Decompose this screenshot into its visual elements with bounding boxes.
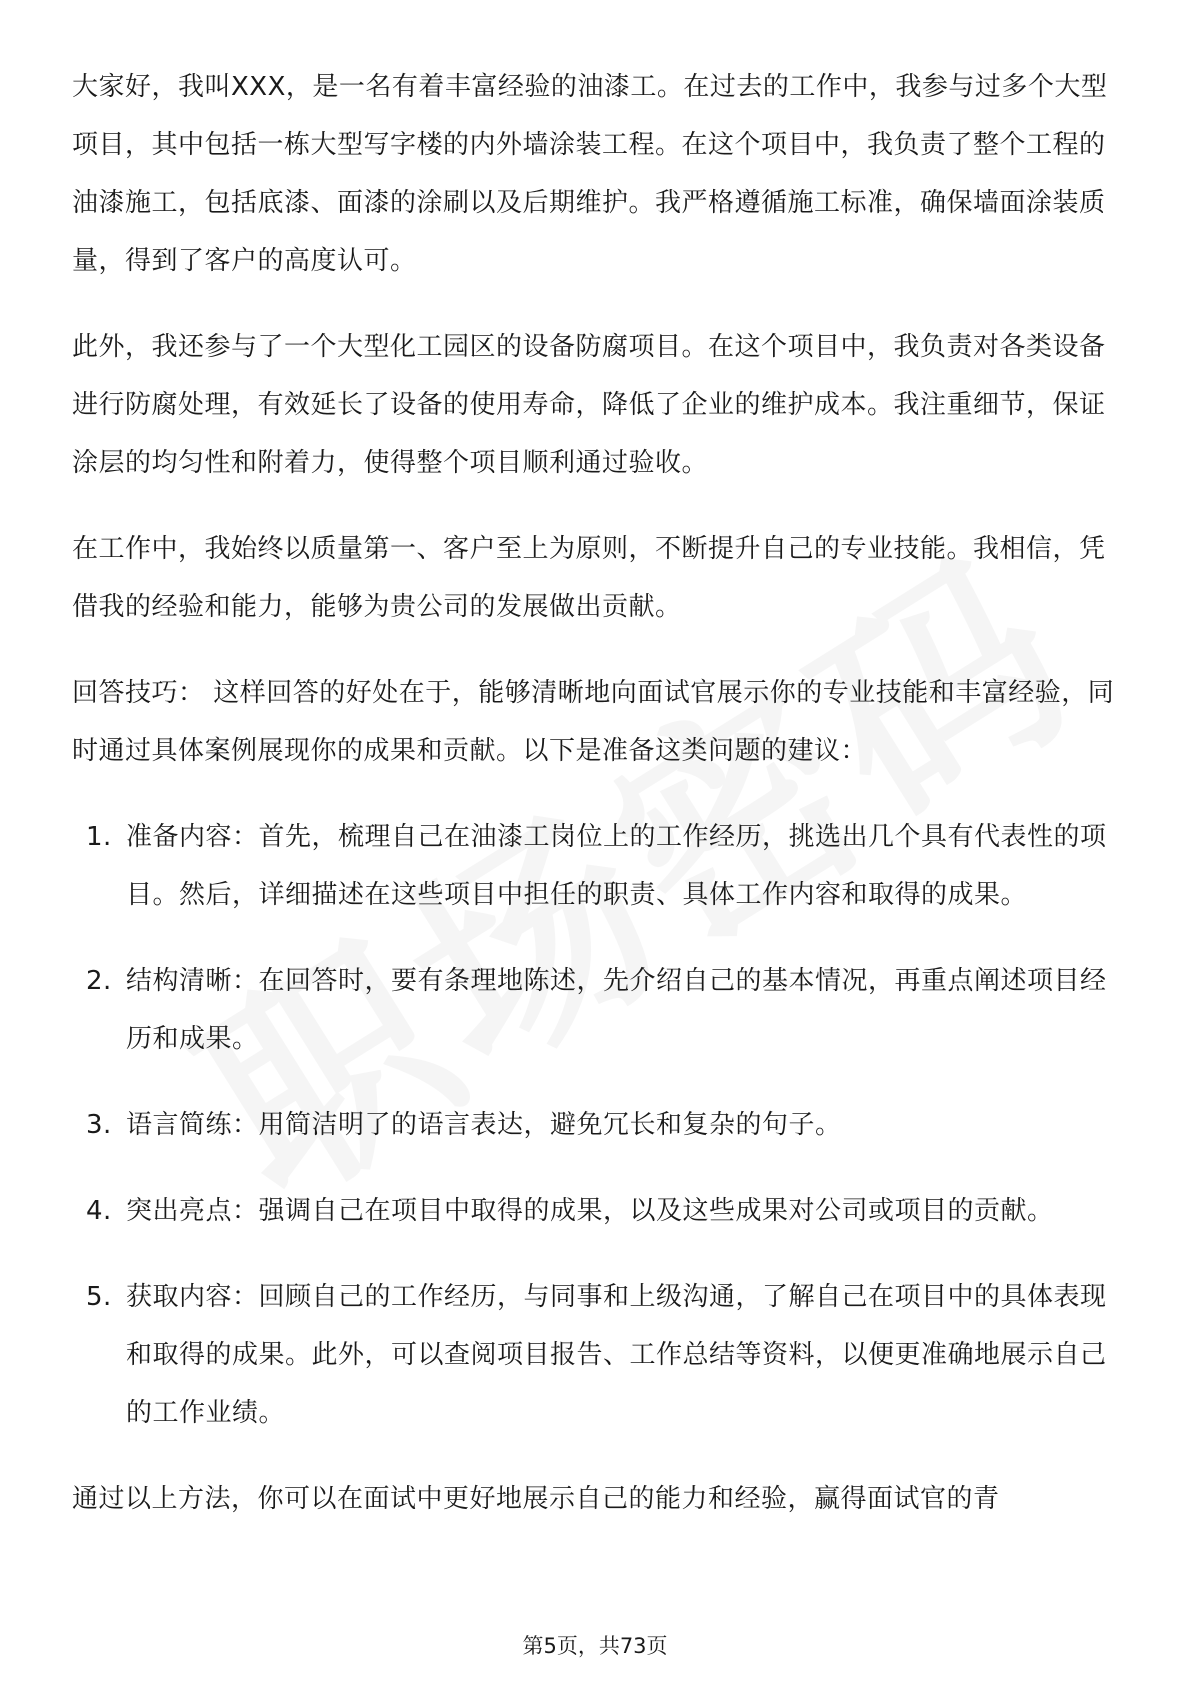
list-item-text: 语言简练：用简洁明了的语言表达，避免冗长和复杂的句子。 bbox=[126, 1110, 842, 1140]
list-item-number: 1. bbox=[86, 822, 112, 852]
list-item-text: 准备内容：首先，梳理自己在油漆工岗位上的工作经历，挑选出几个具有代表性的项目。然后，详细描述在这些项目中担任的职责、具体工作内容和取得的成果。 bbox=[126, 822, 1107, 910]
principle-paragraph: 在工作中，我始终以质量第一、客户至上为原则，不断提升自己的专业技能。我相信，凭借我的经验和能力，能够为贵公司的发展做出贡献。 bbox=[72, 534, 1106, 622]
list-item bbox=[72, 808, 1122, 924]
list-item-text: 突出亮点：强调自己在项目中取得的成果，以及这些成果对公司或项目的贡献。 bbox=[126, 1196, 1054, 1226]
tips-list bbox=[72, 808, 1122, 1442]
document-page bbox=[72, 58, 1122, 1528]
list-item-text: 结构清晰：在回答时，要有条理地陈述，先介绍自己的基本情况，再重点阐述项目经历和成果。 bbox=[126, 966, 1107, 1054]
list-item-number: 2. bbox=[86, 966, 112, 996]
project-paragraph: 此外，我还参与了一个大型化工园区的设备防腐项目。在这个项目中，我负责对各类设备进行防腐处理，有效延长了设备的使用寿命，降低了企业的维护成本。我注重细节，保证涂层的均匀性和附着力，使得整个项目顺利通过验收。 bbox=[72, 332, 1106, 478]
closing-paragraph: 通过以上方法，你可以在面试中更好地展示自己的能力和经验，赢得面试官的青 bbox=[72, 1484, 1000, 1514]
tips-intro-paragraph: 回答技巧： 这样回答的好处在于，能够清晰地向面试官展示你的专业技能和丰富经验，同时通过具体案例展现你的成果和贡献。以下是准备这类问题的建议： bbox=[72, 678, 1115, 766]
intro-paragraph: 大家好，我叫XXX，是一名有着丰富经验的油漆工。在过去的工作中，我参与过多个大型项目，其中包括一栋大型写字楼的内外墙涂装工程。在这个项目中，我负责了整个工程的油漆施工，包括底漆、面漆的涂刷以及后期维护。我严格遵循施工标准，确保墙面涂装质量，得到了客户的高度认可。 bbox=[72, 72, 1108, 276]
list-item bbox=[72, 1096, 1122, 1154]
list-item-number: 3. bbox=[86, 1110, 112, 1140]
list-item bbox=[72, 952, 1122, 1068]
list-item-text: 获取内容：回顾自己的工作经历，与同事和上级沟通，了解自己在项目中的具体表现和取得的成果。此外，可以查阅项目报告、工作总结等资料，以便更准确地展示自己的工作业绩。 bbox=[126, 1282, 1107, 1428]
list-item bbox=[72, 1182, 1122, 1240]
list-item-number: 5. bbox=[86, 1282, 112, 1312]
list-item bbox=[72, 1268, 1122, 1442]
page-number: 第5页，共73页 bbox=[522, 1634, 668, 1658]
list-item-number: 4. bbox=[86, 1196, 112, 1226]
